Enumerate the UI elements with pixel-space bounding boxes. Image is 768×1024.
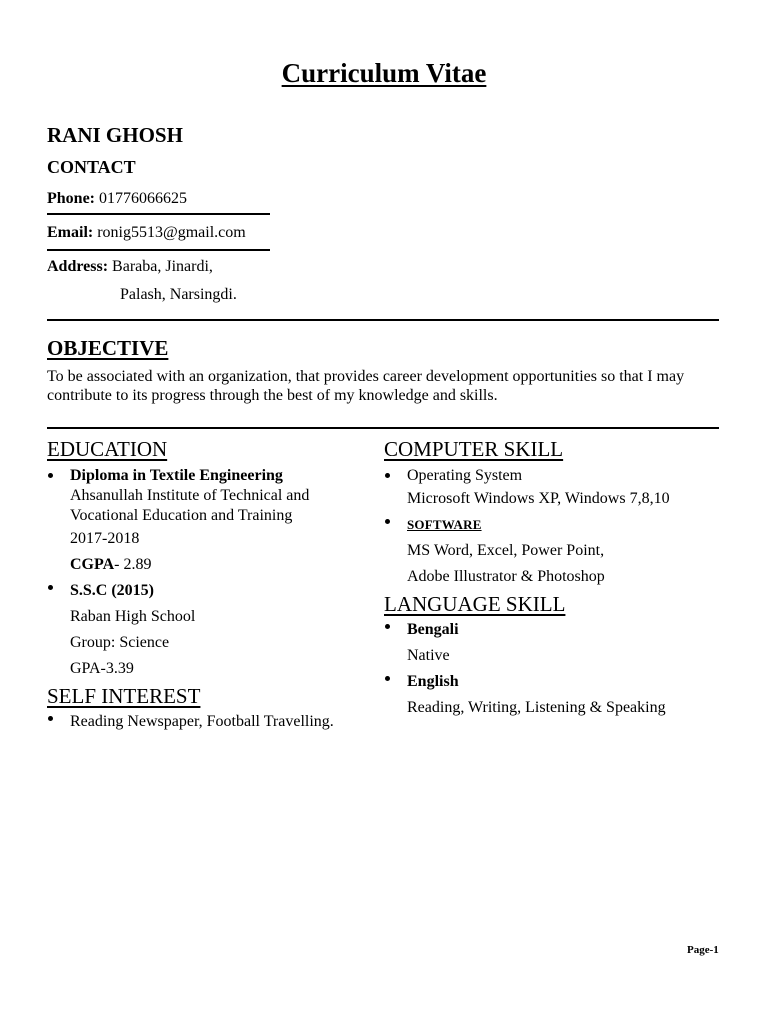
contact-heading: CONTACT xyxy=(47,157,136,177)
skill-detail: MS Word, Excel, Power Point, xyxy=(407,542,605,559)
education-title: S.S.C (2015) xyxy=(70,582,155,599)
education-item xyxy=(47,578,377,682)
email-label: Email: xyxy=(47,224,94,241)
skill-item xyxy=(384,466,734,512)
education-item xyxy=(47,466,377,578)
language-name: Bengali xyxy=(407,621,459,638)
language-level: Reading, Writing, Listening & Speaking xyxy=(407,699,666,716)
language-name: English xyxy=(407,673,459,690)
grade-label: CGPA xyxy=(70,556,115,573)
education-title: Diploma in Textile Engineering xyxy=(70,467,283,484)
phone-value: 01776066625 xyxy=(99,190,187,207)
objective-heading: OBJECTIVE xyxy=(47,336,169,360)
divider xyxy=(47,249,270,251)
document-title: Curriculum Vitae xyxy=(281,58,487,88)
address-line-1: Baraba, Jinardi, xyxy=(112,258,213,275)
skill-title: SOFTWARE xyxy=(407,517,482,532)
objective-text: To be associated with an organization, that provides career development opportunities so that I may contribute to its progress through the best of my knowledge and skills. xyxy=(47,368,685,404)
education-years: 2017-2018 xyxy=(70,530,140,547)
candidate-name: RANI GHOSH xyxy=(47,123,183,147)
self-interest-heading: SELF INTEREST xyxy=(47,684,201,708)
self-interest-section xyxy=(47,709,377,735)
email-row xyxy=(47,224,246,242)
education-gpa: GPA-3.39 xyxy=(70,660,134,677)
language-item xyxy=(384,669,734,721)
interest-item xyxy=(47,709,377,735)
section-divider xyxy=(47,427,719,429)
section-divider xyxy=(47,319,719,321)
grade-value: - 2.89 xyxy=(114,556,152,573)
language-level: Native xyxy=(407,647,450,664)
skill-title: Operating System xyxy=(407,467,523,484)
left-column xyxy=(47,437,377,735)
divider xyxy=(47,213,270,215)
address-row xyxy=(47,258,213,276)
page-number: Page-1 xyxy=(687,944,719,956)
skill-item xyxy=(384,512,734,590)
education-section xyxy=(47,466,377,682)
language-skill-heading: LANGUAGE SKILL xyxy=(384,592,566,616)
computer-skill-section xyxy=(384,466,734,590)
education-grade xyxy=(70,552,377,578)
right-column xyxy=(384,437,734,721)
language-item xyxy=(384,617,734,669)
interest-text: Reading Newspaper, Football Travelling. xyxy=(70,713,334,730)
education-school: Raban High School xyxy=(70,608,196,625)
education-heading: EDUCATION xyxy=(47,437,168,461)
skill-detail: Microsoft Windows XP, Windows 7,8,10 xyxy=(407,490,670,507)
address-label: Address: xyxy=(47,258,109,275)
education-group: Group: Science xyxy=(70,634,170,651)
skill-detail: Adobe Illustrator & Photoshop xyxy=(407,568,605,585)
computer-skill-heading: COMPUTER SKILL xyxy=(384,437,564,461)
address-line-2: Palash, Narsingdi. xyxy=(120,286,237,303)
education-institute: Ahsanullah Institute of Technical and Vocational Education and Training xyxy=(70,487,310,524)
phone-row xyxy=(47,190,187,208)
language-skill-section xyxy=(384,617,734,721)
phone-label: Phone: xyxy=(47,190,95,207)
email-value: ronig5513@gmail.com xyxy=(97,224,246,241)
